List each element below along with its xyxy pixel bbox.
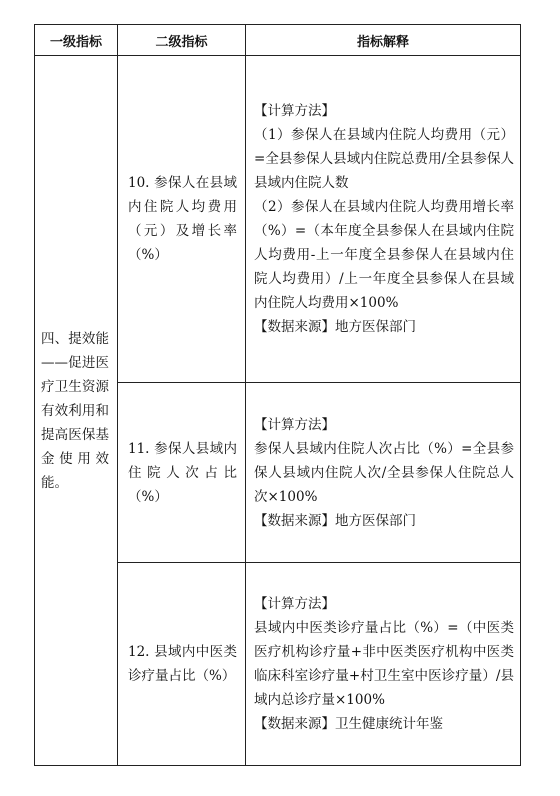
data-source: 【数据来源】地方医保部门 <box>254 319 416 335</box>
method-heading: 【计算方法】 <box>254 416 335 433</box>
level2-indicator: 12. 县域内中医类诊疗量占比（%） <box>118 563 246 766</box>
method-heading: 【计算方法】 <box>254 596 335 612</box>
level1-indicator: 四、提效能——促进医疗卫生资源有效利用和提高医保基金使用效能。 <box>35 56 118 766</box>
method-heading: 【计算方法】 <box>254 103 335 119</box>
table-row <box>35 56 521 383</box>
formula-text: （1）参保人在县域内住院人均费用（元）=全县参保人县域内住院总费用/全县参保人县域内住院人数 <box>254 127 514 191</box>
level2-indicator: 10. 参保人在县域内住院人均费用（元）及增长率（%） <box>118 56 246 383</box>
formula-text: （2）参保人在县域内住院人均费用增长率（%）=（本年度全县参保人在县域内住院人均费用-上一年度全县参保人在县域内住院人均费用）/上一年度全县参保人在县域内住院人均费用×100% <box>254 199 514 311</box>
indicator-explanation <box>246 383 521 563</box>
formula-text: 县域内中医类诊疗量占比（%）=（中医类医疗机构诊疗量+非中医类医疗机构中医类临床科室诊疗量+村卫生室中医诊疗量）/县域内总诊疗量×100% <box>254 620 514 708</box>
table-header-row <box>35 25 521 56</box>
indicator-explanation <box>246 563 521 766</box>
level2-indicator: 11. 参保人县域内住院人次占比（%） <box>118 383 246 563</box>
data-source: 【数据来源】卫生健康统计年鉴 <box>254 716 443 732</box>
header-level1: 一级指标 <box>35 25 118 56</box>
header-explanation: 指标解释 <box>246 25 521 56</box>
indicator-table <box>34 24 521 766</box>
data-source: 【数据来源】地方医保部门 <box>254 512 416 529</box>
indicator-explanation <box>246 56 521 383</box>
header-level2: 二级指标 <box>118 25 246 56</box>
formula-text: 参保人县域内住院人次占比（%）=全县参保人县域内住院人次/全县参保人住院总人次×100% <box>254 440 514 505</box>
